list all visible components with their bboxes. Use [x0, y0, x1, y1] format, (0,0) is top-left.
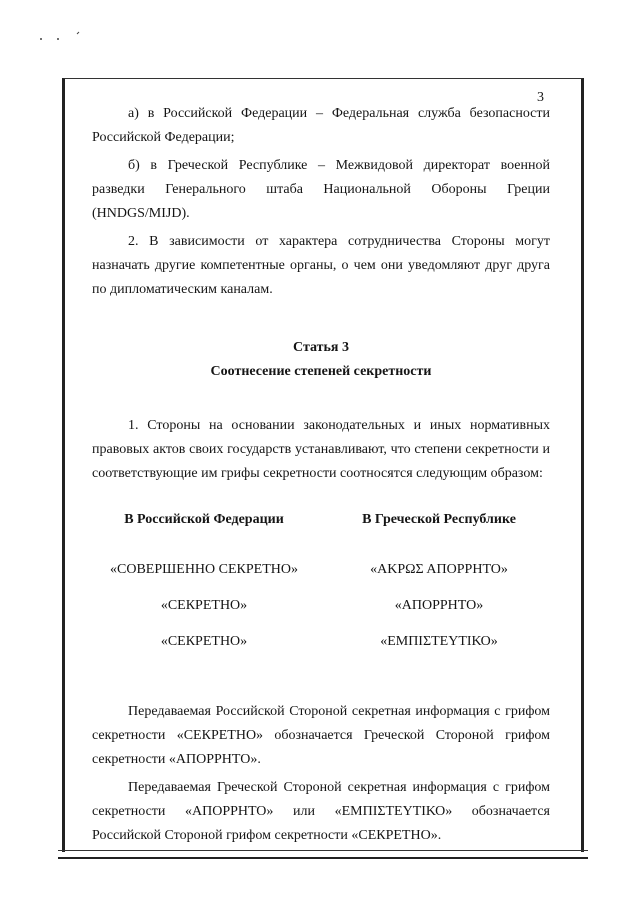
classification-table — [92, 508, 550, 668]
article-number: Статья 3 — [293, 340, 349, 355]
page-border-bottom — [58, 850, 588, 859]
document-body — [92, 102, 550, 848]
article-paragraph-1: 1. Стороны на основании законодательных и иных нормативных правовых актов своих государств устанавливают, что степени секретности и соответствующие им грифы секретности соотносятся следующим образом: — [92, 418, 550, 481]
page-number: 3 — [537, 90, 544, 105]
article-title: Соотнесение степеней секретности — [210, 364, 432, 379]
item-a: а) в Российской Федерации – Федеральная служба безопасности Российской Федерации; — [92, 106, 550, 145]
column-header-russia: В Российской Федерации — [124, 512, 284, 527]
closing-paragraph-1: Передаваемая Российской Стороной секретная информация с грифом секретности «СЕКРЕТНО» обозначается Греческой Стороной грифом секретности «ΑΠΟΡΡΗΤΟ». — [92, 704, 550, 767]
column-greece — [328, 508, 550, 654]
table-cell-gr: «ΕΜΠΙΣΤΕΥΤΙΚΟ» — [380, 634, 498, 649]
table-cell-ru: «СЕКРЕТНО» — [160, 598, 248, 613]
scan-speck-marks — [38, 30, 98, 44]
item-b: б) в Греческой Республике – Межвидовой директорат военной разведки Генерального штаба Национальной Обороны Греции (HNDGS/MIJD). — [92, 158, 550, 221]
paragraph-2: 2. В зависимости от характера сотрудничества Стороны могут назначать другие компетентные органы, о чем они уведомляют друг друга по дипломатическим каналам. — [92, 234, 550, 297]
table-cell-gr: «ΑΚΡΩΣ ΑΠΟΡΡΗΤΟ» — [370, 562, 508, 577]
column-header-greece: В Греческой Республике — [362, 512, 516, 527]
table-cell-ru: «СЕКРЕТНО» — [160, 634, 248, 649]
table-cell-gr: «ΑΠΟΡΡΗΤΟ» — [394, 598, 484, 613]
column-russia — [92, 508, 316, 654]
table-cell-ru: «СОВЕРШЕННО СЕКРЕТНО» — [110, 562, 298, 577]
closing-paragraph-2: Передаваемая Греческой Стороной секретная информация с грифом секретности «ΑΠΟΡΡΗΤΟ» или «ΕΜΠΙΣΤΕΥΤΙΚΟ» обозначается Российской Стороной грифом секретности «СЕКРЕТНО». — [92, 780, 550, 843]
